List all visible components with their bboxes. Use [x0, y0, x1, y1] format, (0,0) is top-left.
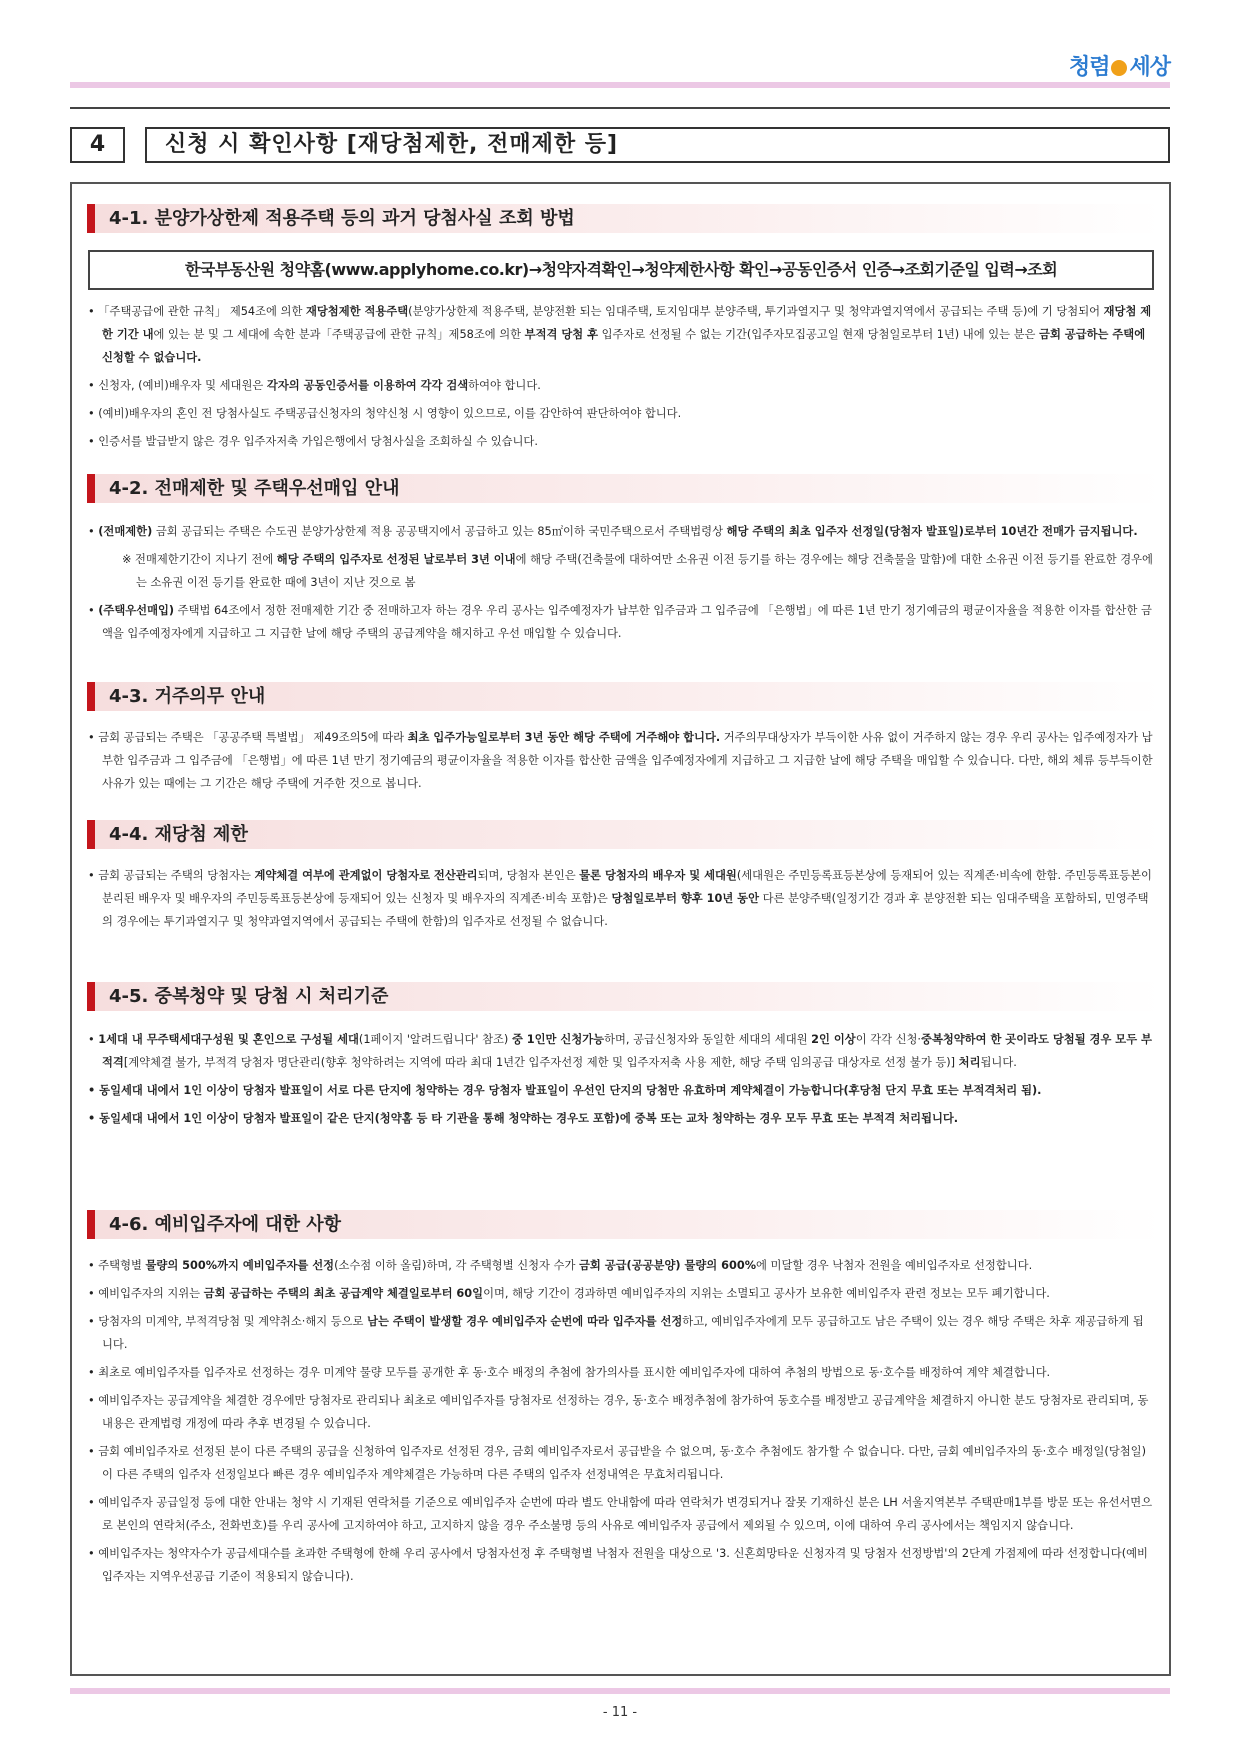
subsection-title-4-3: 4-3. 거주의무 안내 — [87, 682, 1162, 711]
bullet: • 예비입주자는 공급계약을 체결한 경우에만 당첨자로 관리되나 최초로 예비입주자를 당첨자로 선정하는 경우, 동·호수 배정추첨에 참가하여 동호수를 배정받고 공급계약을 체결하지 아니한 분도 당첨자로 관리되며, 동 내용은 관계법령 개정에 따라 추후 변경될 수 있습니다. — [88, 1394, 1149, 1430]
logo-text-2: 세상 — [1129, 55, 1170, 80]
subsection-body-4-5 — [88, 1028, 1154, 1135]
page-number: - 11 - — [602, 1705, 638, 1720]
bullet: • 신청자, (예비)배우자 및 세대원은 각자의 공동인증서를 이용하여 각각 검색하여야 합니다. — [88, 379, 541, 392]
bullet: • 주택형별 물량의 500%까지 예비입주자를 선정(소수점 이하 올림)하며, 각 주택형별 신청자 수가 금회 공급(공공분양) 물량의 600%에 미달할 경우 낙첨자 전원을 예비입주자로 선정합니다. — [88, 1259, 1033, 1272]
lookup-path-box: 한국부동산원 청약홈(www.applyhome.co.kr)→청약자격확인→청약제한사항 확인→공동인증서 인증→조회기준일 입력→조회 — [88, 250, 1154, 290]
bullet: • 예비입주자 공급일정 등에 대한 안내는 청약 시 기재된 연락처를 기준으로 예비입주자 순번에 따라 별도 안내함에 따라 연락처가 변경되거나 잘못 기재하신 분은 LH 서울지역본부 주택판매1부를 방문 또는 유선서면으로 본인의 연락처(주소, 전화번호)를 우리 공사에 고지하여야 하고, 고지하지 않을 경우 주소불명 등의 사유로 예비입주자 공급에서 제외될 수 있으며, 이에 대하여 우리 공사에서는 책임지지 않습니다. — [88, 1496, 1153, 1532]
bullet: • (주택우선매입) 주택법 64조에서 정한 전매제한 기간 중 전매하고자 하는 경우 우리 공사는 입주예정자가 납부한 입주금과 그 입주금에 「은행법」에 따른 1년 만기 정기예금의 평균이자율을 적용한 이자를 합산한 금액을 입주예정자에게 지급하고 그 지급한 날에 해당 주택의 공급계약을 해지하고 우선 매입할 수 있습니다. — [88, 604, 1152, 640]
section-title: 신청 시 확인사항 [재당첨제한, 전매제한 등] — [145, 127, 1170, 163]
bullet: • 동일세대 내에서 1인 이상이 당첨자 발표일이 서로 다른 단지에 청약하는 경우 당첨자 발표일이 우선인 단지의 당첨만 유효하며 계약체결이 가능합니다(후당첨 단지 무효 또는 부적격처리 됨). — [88, 1084, 1042, 1097]
bullet: • 「주택공급에 관한 규칙」 제54조에 의한 재당첨제한 적용주택(분양가상한제 적용주택, 분양전환 되는 임대주택, 토지임대부 분양주택, 투기과열지구 및 청약과열지역에서 공급되는 주택 등)에 기 당첨되어 재당첨 제한 기간 내에 있는 분 및 그 세대에 속한 분과「주택공급에 관한 규칙」제58조에 의한 부적격 당첨 후 입주자로 선정될 수 없는 기간(입주자모집공고일 현재 당첨일로부터 1년) 내에 있는 분은 금회 공급하는 주택에 신청할 수 없습니다. — [88, 305, 1152, 364]
bullet: • (전매제한) 금회 공급되는 주택은 수도권 분양가상한제 적용 공공택지에서 공급하고 있는 85㎡이하 국민주택으로서 주택법령상 해당 주택의 최초 입주자 선정일(당첨자 발표일)로부터 10년간 전매가 금지됩니다. — [88, 525, 1138, 538]
logo — [1069, 50, 1170, 81]
subsection-body-4-2 — [88, 520, 1154, 650]
bullet: • 금회 공급되는 주택의 당첨자는 계약체결 여부에 관계없이 당첨자로 전산관리되며, 당첨자 본인은 물론 당첨자의 배우자 및 세대원(세대원은 주민등록표등본상에 등재되어 있는 직계존·비속에 한함. 주민등록표등본이 분리된 배우자 및 배우자의 주민등록표등본상에 등재되어 있는 신청자 및 배우자의 직계존·비속 포함)은 당첨일로부터 향후 10년 동안 다른 분양주택(일정기간 경과 후 분양전환 되는 임대주택을 포함하되, 민영주택의 경우에는 투기과열지구 및 청약과열지역에서 공급되는 주택에 한함)의 입주자로 선정될 수 없습니다. — [88, 869, 1152, 928]
bullet: • 금회 예비입주자로 선정된 분이 다른 주택의 공급을 신청하여 입주자로 선정된 경우, 금회 예비입주자로서 공급받을 수 없으며, 동·호수 추첨에도 참가할 수 없습니다. 다만, 금회 예비입주자의 동·호수 배정일(당첨일)이 다른 주택의 입주자 선정일보다 빠른 경우 예비입주자 계약체결은 가능하며 다른 주택의 입주자 선정내역은 무효처리됩니다. — [88, 1445, 1146, 1481]
bullet: • 예비입주자는 청약자수가 공급세대수를 초과한 주택형에 한해 우리 공사에서 당첨자선정 후 주택형별 낙첨자 전원을 대상으로 '3. 신혼희망타운 신청자격 및 당첨자 선정방법'의 2단계 가점제에 따라 선정합니다(예비입주자는 지역우선공급 기준이 적용되지 않습니다). — [88, 1547, 1148, 1583]
logo-text: 청렴 — [1068, 55, 1110, 80]
top-divider — [70, 107, 1170, 109]
subsection-body-4-1 — [88, 300, 1154, 458]
bullet: • 당첨자의 미계약, 부적격당첨 및 계약취소·해지 등으로 남는 주택이 발생할 경우 예비입주자 순번에 따라 입주자를 선정하고, 예비입주자에게 모두 공급하고도 남은 주택이 있는 경우 해당 주택은 차후 재공급하게 됩니다. — [88, 1315, 1144, 1351]
bullet: • (예비)배우자의 혼인 전 당첨사실도 주택공급신청자의 청약신청 시 영향이 있으므로, 이를 감안하여 판단하여야 합니다. — [88, 407, 682, 420]
bottom-decor-bar — [70, 1688, 1170, 1694]
bullet: • 예비입주자의 지위는 금회 공급하는 주택의 최초 공급계약 체결일로부터 60일이며, 해당 기간이 경과하면 예비입주자의 지위는 소멸되고 공사가 보유한 예비입주자 관련 정보는 모두 폐기합니다. — [88, 1287, 1050, 1300]
note: ※ 전매제한기간이 지나기 전에 해당 주택의 입주자로 선정된 날로부터 3년 이내에 해당 주택(건축물에 대하여만 소유권 이전 등기를 하는 경우에는 해당 건축물을 말함)에 대한 소유권 이전 등기를 완료한 경우에는 소유권 이전 등기를 완료한 때에 3년이 지난 것으로 봄 — [122, 553, 1153, 589]
bullet: • 최초로 예비입주자를 입주자로 선정하는 경우 미계약 물량 모두를 공개한 후 동·호수 배정의 추첨에 참가의사를 표시한 예비입주자에 대하여 추첨의 방법으로 동·호수를 배정하여 계약 체결합니다. — [88, 1366, 1051, 1379]
bullet: • 동일세대 내에서 1인 이상이 당첨자 발표일이 같은 단지(청약홈 등 타 기관을 통해 청약하는 경우도 포함)에 중복 또는 교차 청약하는 경우 모두 무효 또는 부적격 처리됩니다. — [88, 1112, 959, 1125]
subsection-title-4-2: 4-2. 전매제한 및 주택우선매입 안내 — [87, 474, 1162, 503]
top-decor-bar — [70, 82, 1170, 88]
subsection-title-4-6: 4-6. 예비입주자에 대한 사항 — [87, 1210, 1162, 1239]
subsection-body-4-3 — [88, 726, 1154, 800]
bullet: • 금회 공급되는 주택은 「공공주택 특별법」 제49조의5에 따라 최초 입주가능일로부터 3년 동안 해당 주택에 거주해야 합니다. 거주의무대상자가 부득이한 사유 없이 거주하지 않는 경우 우리 공사는 입주예정자가 납부한 입주금과 그 입주금에 「은행법」에 따른 1년 만기 정기예금의 평균이자율을 적용한 이자를 합산한 금액을 입주예정자에게 지급하고 그 지급한 날에 해당 주택을 매입할 수 있습니다. 다만, 해외 체류 등부득이한 사유가 있는 때에는 그 기간은 해당 주택에 거주한 것으로 봅니다. — [88, 731, 1153, 790]
bullet: • 인증서를 발급받지 않은 경우 입주자저축 가입은행에서 당첨사실을 조회하실 수 있습니다. — [88, 435, 538, 448]
subsection-body-4-4 — [88, 864, 1154, 938]
subsection-body-4-6 — [88, 1254, 1154, 1593]
logo-emblem-icon — [1111, 60, 1127, 76]
bullet: • 1세대 내 무주택세대구성원 및 혼인으로 구성될 세대(1페이지 '알려드립니다' 참조) 중 1인만 신청가능하며, 공급신청자와 동일한 세대의 세대원 2인 이상이 각각 신청·중복청약하여 한 곳이라도 당첨될 경우 모두 부적격[계약체결 불가, 부적격 당첨자 명단관리(향후 청약하려는 지역에 따라 최대 1년간 입주자선정 제한 및 입주자저축 사용 제한, 해당 주택 임의공급 대상자로 선정 불가 등)] 처리됩니다. — [88, 1033, 1152, 1069]
subsection-title-4-1: 4-1. 분양가상한제 적용주택 등의 과거 당첨사실 조회 방법 — [87, 204, 1162, 233]
section-number: 4 — [70, 127, 125, 163]
subsection-title-4-5: 4-5. 중복청약 및 당첨 시 처리기준 — [87, 982, 1162, 1011]
subsection-title-4-4: 4-4. 재당첨 제한 — [87, 820, 1162, 849]
